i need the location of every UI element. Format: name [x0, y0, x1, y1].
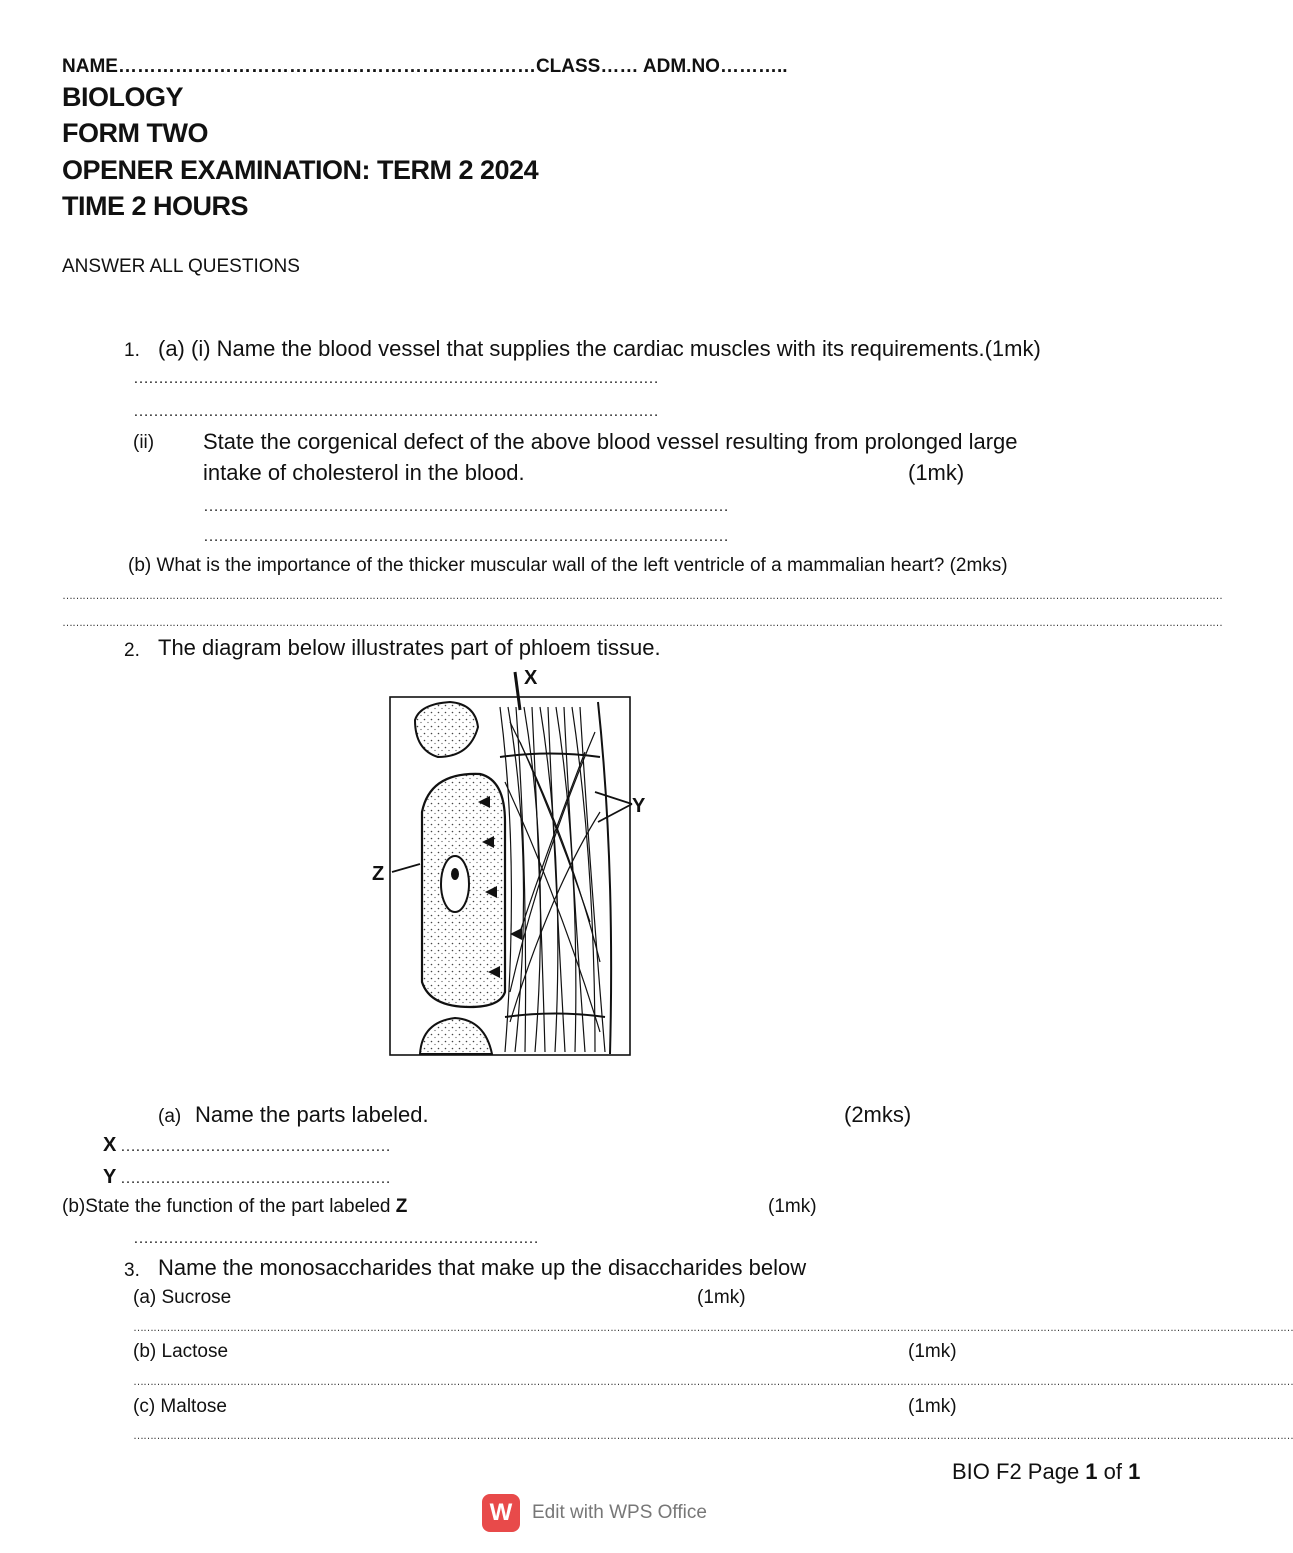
answer-line: ……………………………………………………………………………………………………………………………………………………………………………………………………………………………………………………………………………………………………………………: [133, 1376, 1293, 1388]
q2-text: The diagram below illustrates part of phloem tissue.: [158, 635, 661, 660]
form-title: FORM TWO: [62, 118, 208, 148]
page-of: of: [1097, 1459, 1129, 1484]
q1-a-ii-number: (ii): [133, 432, 155, 453]
q2-b-text: [62, 1196, 407, 1218]
nucleus: [441, 856, 469, 912]
q1-b-text: (b) What is the importance of the thicker muscular wall of the left ventricle of a mammalian heart? (2mks): [128, 555, 1008, 576]
q2-b-marks: (1mk): [768, 1196, 817, 1217]
answer-line: ……………………………………………………………………………………………………………………………………………………………………………………………………………………………………………………………………………………………………………………: [62, 617, 1222, 629]
answer-line: ……………………………………………………………………………………………………………………………………………………………………………………………………………………………………………………………………………………………………………………: [133, 1322, 1293, 1334]
answer-line: ……………………………………………………………………………………………: [203, 498, 728, 515]
q3-c-marks: (1mk): [908, 1396, 957, 1417]
q3-a-text: (a) Sucrose: [133, 1287, 232, 1308]
name-class-adm-line: NAME…………………………………………………………CLASS…… ADM.NO………..: [62, 56, 788, 77]
answer-line: ……………………………………………………………………………………………………………………………………………………………………………………………………………………………………………………………………………………………………………………: [62, 590, 1222, 602]
answer-line: ………………………………………………: [120, 1170, 390, 1187]
q3-a-marks: (1mk): [697, 1287, 746, 1308]
wps-logo-icon: W: [482, 1494, 520, 1532]
page-current: 1: [1085, 1459, 1098, 1484]
wps-edit-banner[interactable]: [482, 1494, 707, 1532]
label-x: X: [524, 667, 538, 689]
pointer-y-2: [598, 804, 632, 822]
pointer-y-1: [595, 792, 632, 804]
answer-line: ……………………………………………………………………………………………………………………………………………………………………………………………………………………………………………………………………………………………………………………: [133, 1430, 1293, 1442]
answer-line: ……………………………………………………………………………………………: [133, 370, 658, 387]
sieve-plates: [500, 754, 605, 1018]
time-title: TIME 2 HOURS: [62, 191, 249, 221]
q2-number: 2.: [124, 640, 140, 661]
nucleolus: [451, 868, 459, 880]
q2-a-marks: (2mks): [844, 1102, 912, 1127]
page-total: 1: [1128, 1459, 1141, 1484]
answer-line: ………………………………………………: [120, 1138, 390, 1155]
q1-a-ii-marks: (1mk): [908, 460, 965, 485]
pointer-x: [515, 672, 520, 710]
answer-line: ……………………………………………………………………………………………: [133, 403, 658, 420]
q1-a-ii-line1: State the corgenical defect of the above blood vessel resulting from prolonged large: [203, 429, 1018, 454]
q2-a-number: (a): [158, 1106, 182, 1127]
phloem-tissue-diagram: [360, 662, 660, 1062]
q3-number: 3.: [124, 1260, 140, 1281]
pointer-z: [392, 864, 420, 872]
exam-title: OPENER EXAMINATION: TERM 2 2024: [62, 155, 539, 185]
q3-c-text: (c) Maltose: [133, 1396, 227, 1417]
label-y: Y: [632, 795, 646, 817]
q1-a-ii-line2: intake of cholesterol in the blood.: [203, 460, 525, 485]
adjacent-cell-top: [415, 702, 478, 757]
page-number: [952, 1459, 1140, 1485]
q3-text: Name the monosaccharides that make up the disaccharides below: [158, 1255, 807, 1280]
adjacent-cell-bottom: [420, 1018, 492, 1054]
q2-y-answer-label: Y: [103, 1166, 117, 1188]
label-z: Z: [372, 863, 385, 885]
q3-b-text: (b) Lactose: [133, 1341, 229, 1362]
answer-line: ……………………………………………………………………………………………: [203, 528, 728, 545]
page-prefix: BIO F2 Page: [952, 1459, 1086, 1484]
q2-a-text: Name the parts labeled.: [195, 1102, 429, 1127]
q2-x-answer-label: X: [103, 1134, 117, 1156]
subject-title: BIOLOGY: [62, 82, 184, 112]
q3-b-marks: (1mk): [908, 1341, 957, 1362]
wps-edit-text: Edit with WPS Office: [532, 1502, 707, 1523]
answer-line: ………………………………………………………………………: [133, 1230, 538, 1247]
q1-a-i-text: (a) (i) Name the blood vessel that supplies the cardiac muscles with its requirements.(1mk): [158, 336, 1041, 361]
q2-b-label: (b)State the function of the part labeled: [62, 1196, 391, 1217]
q1-number: 1.: [124, 340, 140, 361]
q2-b-letter: Z: [395, 1196, 408, 1217]
instruction: ANSWER ALL QUESTIONS: [62, 256, 300, 277]
